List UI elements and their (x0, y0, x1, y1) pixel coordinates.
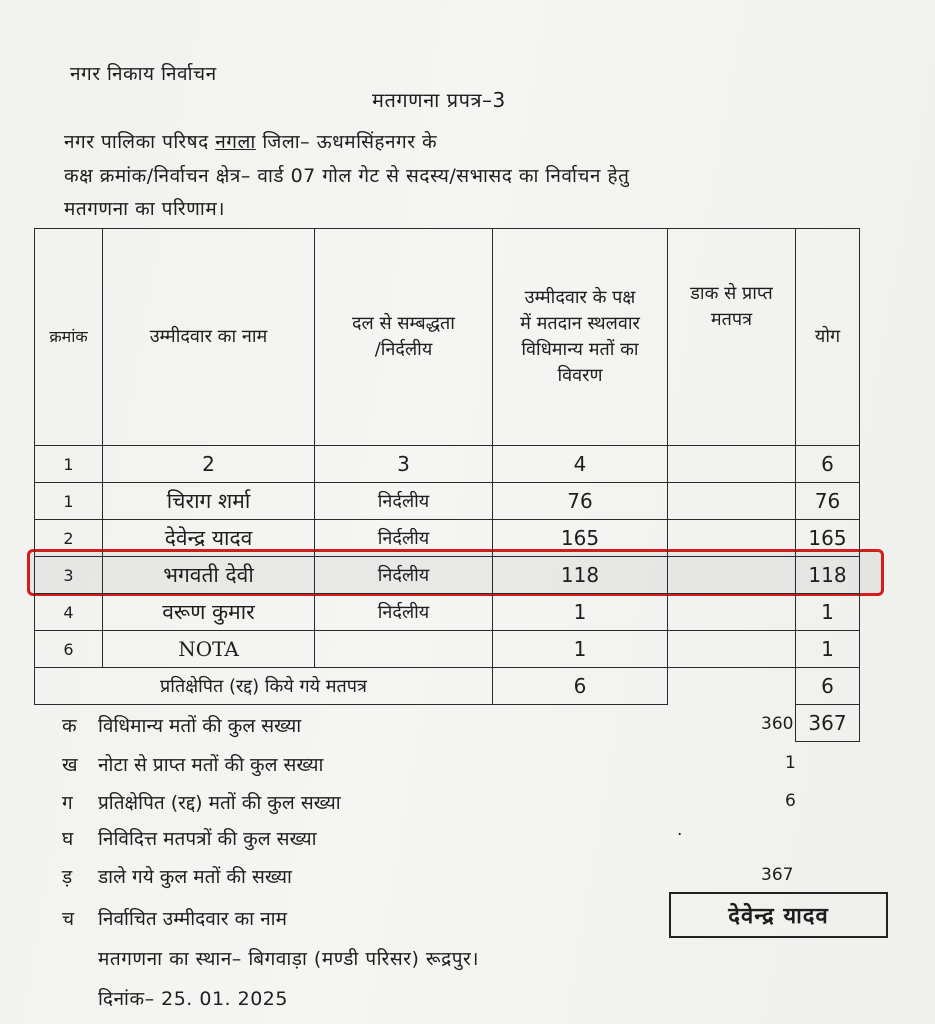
header-serial: क्रमांक (35, 229, 103, 446)
row-serial: 4 (35, 594, 103, 631)
row-total: 118 (796, 557, 860, 594)
row-postal (668, 483, 796, 520)
results-table (34, 228, 860, 742)
row-serial: 2 (35, 520, 103, 557)
row-serial: 6 (35, 631, 103, 668)
row-total: 1 (796, 594, 860, 631)
summary-value: 367 (761, 865, 794, 885)
table-header-row (35, 229, 860, 446)
summary-letter: ड़ (62, 866, 73, 888)
row-postal (668, 631, 796, 668)
summary-label: डाले गये कुल मतों की सख्या (98, 866, 292, 888)
table-row (35, 520, 860, 557)
column-number: 4 (493, 446, 668, 483)
summary-value: 360 (761, 714, 794, 734)
row-votes: 118 (493, 557, 668, 594)
summary-letter: घ (62, 828, 74, 850)
header-party (315, 229, 493, 446)
column-number: 2 (103, 446, 315, 483)
election-heading: नगर निकाय निर्वाचन (70, 63, 217, 85)
rejected-votes: 6 (493, 668, 668, 705)
row-serial: 1 (35, 483, 103, 520)
row-postal (668, 594, 796, 631)
row-candidate-name: देवेन्द्र यादव (103, 520, 315, 557)
summary-label: नोटा से प्राप्त मतों की कुल सख्या (98, 754, 324, 776)
summary-letter: ख (62, 754, 78, 776)
summary-value: . (677, 820, 683, 840)
row-postal (668, 557, 796, 594)
summary-letter: क (62, 715, 77, 737)
row-party (315, 631, 493, 668)
row-total: 165 (796, 520, 860, 557)
row-votes: 165 (493, 520, 668, 557)
row-candidate-name: चिराग शर्मा (103, 483, 315, 520)
row-party: निर्दलीय (315, 520, 493, 557)
row-total: 76 (796, 483, 860, 520)
rejected-ballots-row (35, 668, 860, 705)
rejected-total: 6 (796, 668, 860, 705)
summary-label: प्रतिक्षेपित (रद्द) मतों की कुल सख्या (98, 792, 341, 814)
row-votes: 76 (493, 483, 668, 520)
table-row (35, 483, 860, 520)
table-row (35, 631, 860, 668)
municipality-suffix: जिला– ऊधमसिंहनगर के (262, 131, 438, 153)
header-total: योग (796, 229, 860, 446)
row-votes: 1 (493, 594, 668, 631)
row-party: निर्दलीय (315, 483, 493, 520)
summary-letter: च (62, 908, 75, 930)
counting-location: मतगणना का स्थान– बिगवाड़ा (मण्डी परिसर) रूद्रपुर। (98, 948, 480, 970)
header-postal-line: डाक से प्राप्त (690, 283, 773, 304)
header-votes-line: में मतदान स्थलवार (520, 313, 640, 334)
rejected-postal (668, 668, 796, 705)
row-party: निर्दलीय (315, 594, 493, 631)
header-votes-line: विधिमान्य मतों का (521, 339, 639, 360)
header-line-3: मतगणना का परिणाम। (64, 198, 225, 220)
column-number: 1 (35, 446, 103, 483)
header-line-2: कक्ष क्रमांक/निर्वाचन क्षेत्र– वार्ड 07 गोल गेट से सदस्य/सभासद का निर्वाचन हेतु (64, 165, 630, 187)
municipality-name: नगला (215, 131, 256, 153)
row-votes: 1 (493, 631, 668, 668)
elected-candidate-box: देवेन्द्र यादव (669, 892, 888, 938)
column-number (668, 446, 796, 483)
row-candidate-name: NOTA (103, 631, 315, 668)
table-row (35, 557, 860, 594)
grand-total: 367 (796, 705, 860, 742)
row-total: 1 (796, 631, 860, 668)
header-line-1 (64, 128, 437, 154)
row-postal (668, 520, 796, 557)
header-party-line: /निर्दलीय (374, 339, 433, 360)
municipality-prefix: नगर पालिका परिषद (64, 131, 209, 153)
header-party-line: दल से सम्बद्धता (352, 313, 455, 334)
header-votes (493, 229, 668, 446)
row-candidate-name: भगवती देवी (103, 557, 315, 594)
header-candidate-name: उम्मीदवार का नाम (103, 229, 315, 446)
row-serial: 3 (35, 557, 103, 594)
column-number-row (35, 446, 860, 483)
row-candidate-name: वरूण कुमार (103, 594, 315, 631)
header-votes-line: उम्मीदवार के पक्ष (524, 287, 636, 308)
summary-label: विधिमान्य मतों की कुल सख्या (98, 715, 302, 737)
summary-value: 6 (785, 791, 796, 811)
counting-date: दिनांक– 25. 01. 2025 (98, 988, 288, 1010)
header-postal (668, 229, 796, 446)
column-number: 3 (315, 446, 493, 483)
form-title: मतगणना प्रपत्र–3 (372, 88, 506, 112)
summary-value: 1 (785, 753, 796, 773)
header-votes-line: विवरण (557, 365, 603, 386)
table-row-highlighted (35, 594, 860, 631)
rejected-label: प्रतिक्षेपित (रद्द) किये गये मतपत्र (35, 668, 493, 705)
summary-letter: ग (62, 792, 73, 814)
column-number: 6 (796, 446, 860, 483)
summary-label: निविदित्त मतपत्रों की कुल सख्या (98, 828, 317, 850)
header-postal-line: मतपत्र (710, 309, 753, 330)
row-party: निर्दलीय (315, 557, 493, 594)
summary-label: निर्वाचित उम्मीदवार का नाम (98, 908, 287, 930)
